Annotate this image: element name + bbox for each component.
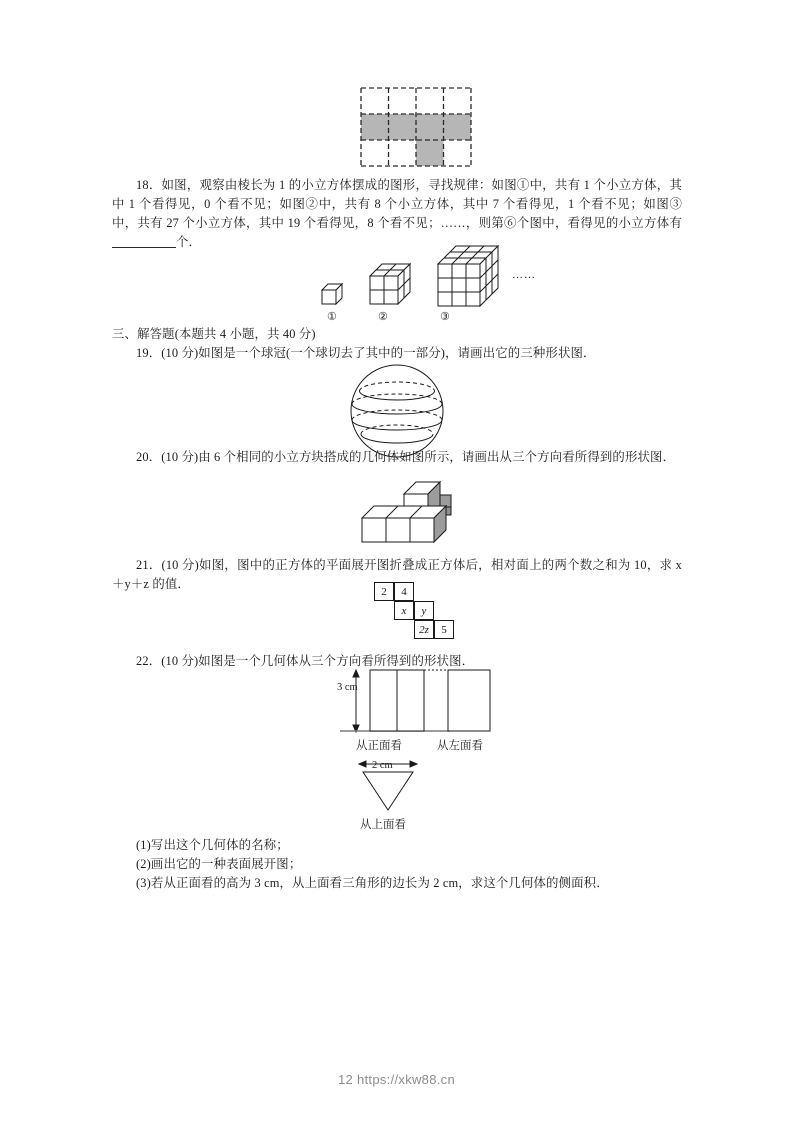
- three-views-figure: [330, 670, 510, 738]
- front-view-label: 从正面看: [356, 740, 402, 752]
- q18-tail: 个．: [176, 235, 202, 249]
- net-cell-6: 5: [434, 620, 454, 639]
- width-dimension-label: 2 cm: [372, 760, 393, 771]
- net-cell-1: 2: [374, 582, 394, 601]
- question-20-text: 20．(10 分)由 6 个相同的小立方块搭成的几何体如图所示，请画出从三个方向看所得到的形状图．: [136, 450, 676, 464]
- question-22-text: 22．(10 分)如图是一个几何体从三个方向看所得到的形状图．: [136, 654, 475, 668]
- question-22-sub-3: (3)若从正面看的高为 3 cm，从上面看三角形的边长为 2 cm，求这个几何体的侧面积．: [136, 876, 609, 890]
- top-view-label: 从上面看: [360, 819, 406, 831]
- cube-series-ellipsis: ……: [512, 269, 536, 281]
- net-cell-2: 4: [394, 582, 414, 601]
- height-dimension-label: 3 cm: [337, 682, 358, 693]
- cube-label-2: ②: [378, 311, 388, 323]
- cube-1: [322, 284, 342, 304]
- question-22-sub-2: (2)画出它的一种表面展开图；: [136, 857, 302, 871]
- cube-net-figure: [374, 582, 494, 640]
- net-cell-3: x: [394, 601, 414, 620]
- net-cell-4: y: [414, 601, 434, 620]
- question-21-text: 21．(10 分)如图，图中的正方体的平面展开图折叠成正方体后，相对面上的两个数之和为 10，求 x＋y＋z 的值．: [112, 558, 682, 591]
- q18-answer-blank[interactable]: [112, 247, 176, 248]
- cube-3: [438, 246, 498, 306]
- q18-body: 18．如图，观察由棱长为 1 的小立方体摆成的图形，寻找规律：如图①中，共有 1 个小立方体，其中 1 个看得见，0 个看不见；如图②中，共有 8 个小立方体，其中 7 个看得见，1 个看不见；如图③中，共有 27 个小立方体，其中 19 个看得见，8 个看不见；……，则第⑥个图中，看得见的小立方体有: [112, 178, 682, 230]
- question-19-text: 19．(10 分)如图是一个球冠(一个球切去了其中的一部分)，请画出它的三种形状图．: [136, 346, 596, 360]
- cube-label-1: ①: [327, 311, 337, 323]
- question-18-text: [112, 176, 682, 252]
- cube-series-figure: [310, 252, 550, 324]
- net-cell-5: 2z: [414, 620, 434, 639]
- sphere-figure: [337, 362, 457, 460]
- section-heading: 三、解答题(本题共 4 小题，共 40 分): [112, 327, 316, 341]
- grid-figure: [361, 88, 471, 166]
- page-footer-watermark: 12 https://xkw88.cn: [338, 1072, 455, 1087]
- six-cube-solid-figure: [352, 482, 468, 544]
- question-22-sub-1: (1)写出这个几何体的名称；: [136, 838, 289, 852]
- left-view-label: 从左面看: [437, 740, 483, 752]
- cube-2: [370, 264, 410, 304]
- cube-label-3: ③: [440, 311, 450, 323]
